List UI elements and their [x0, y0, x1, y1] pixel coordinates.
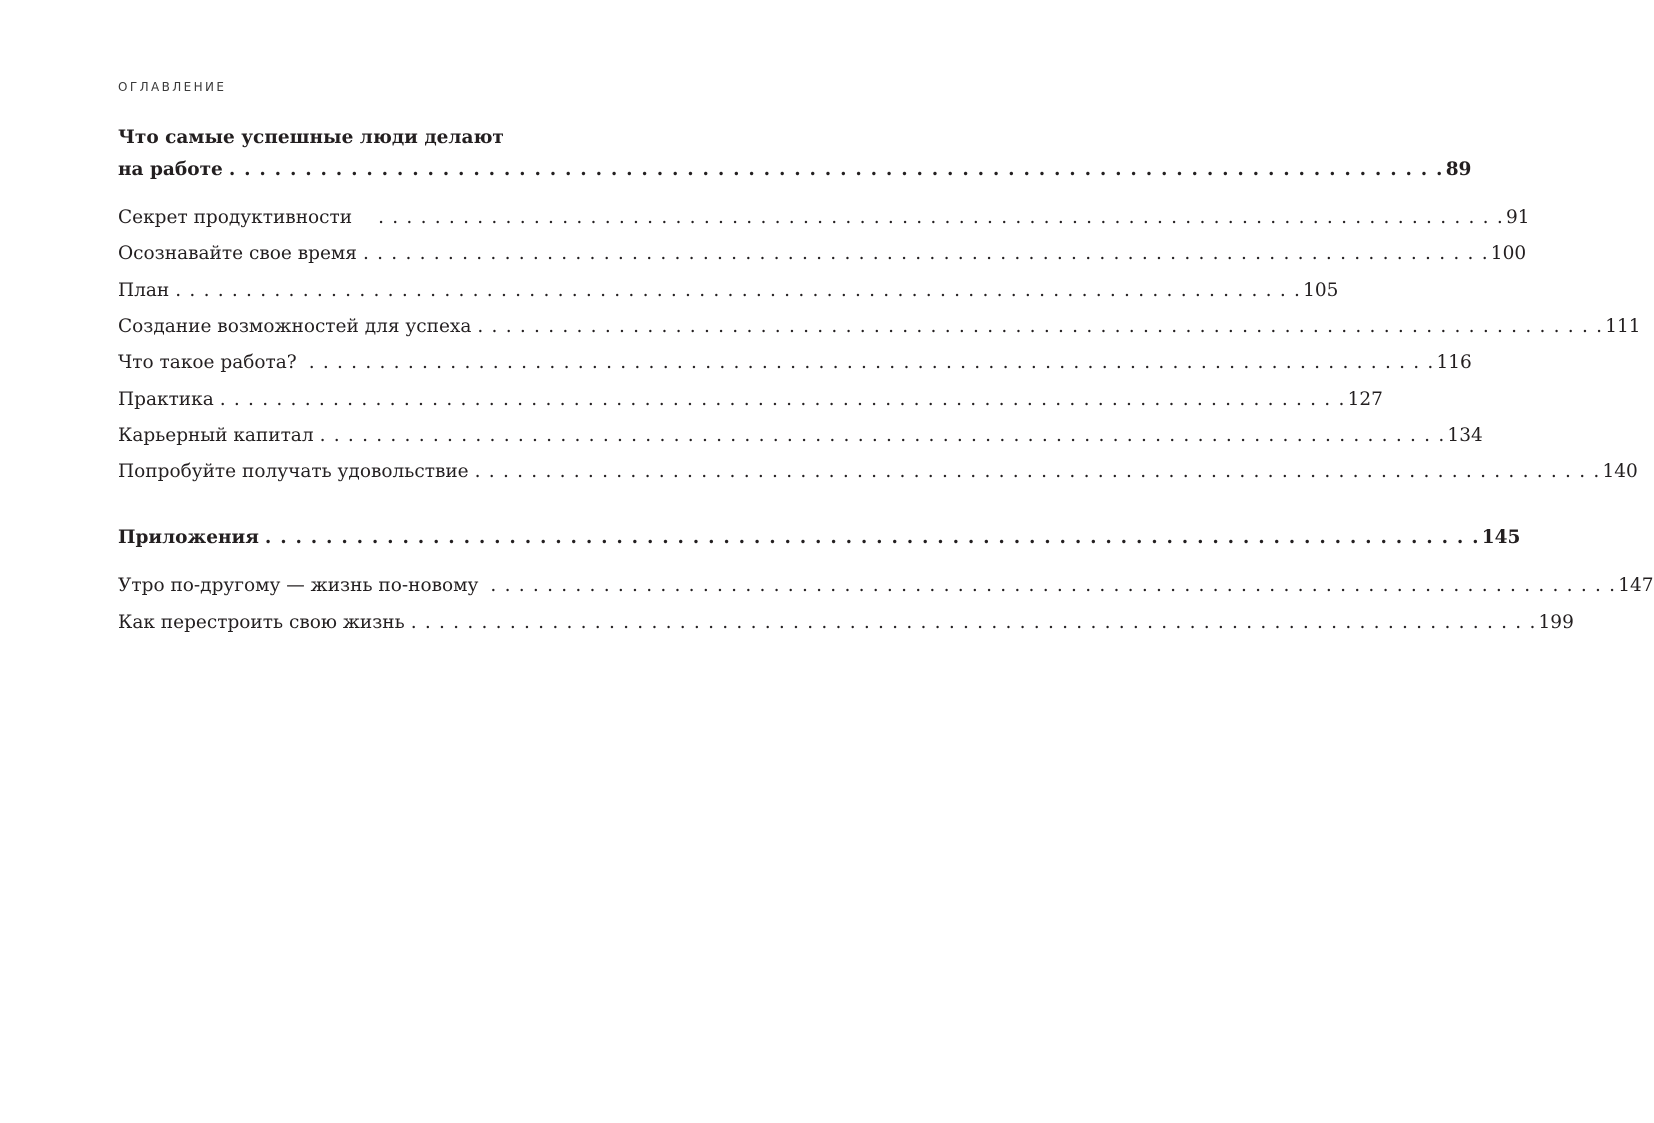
page-number: 105 [1303, 280, 1339, 301]
section-heading-entry[interactable] [118, 157, 1472, 183]
section-heading-entry[interactable] [118, 525, 1521, 551]
entry-title: Попробуйте получать удовольствие [118, 461, 469, 482]
dot-leader: . . . . . . . . . . . . . . . . . . . . . . . . . . . . . . . . . . . . . . . . . . . . . . . . . . . . . . . . . . . . . . . . . . . . . . . . . . . . . . . . [319, 425, 1446, 446]
section-heading: Приложения [118, 527, 259, 548]
page-number: 134 [1447, 425, 1483, 446]
toc-entry[interactable] [118, 610, 1574, 636]
dot-leader: . . . . . . . . . . . . . . . . . . . . . . . . . . . . . . . . . . . . . . . . . . . . . . . . . . . . . . . . . . . . . . . . . . . . . . . . . . . . . . . . [378, 207, 1504, 228]
page-number: 145 [1481, 527, 1521, 548]
entry-title: Практика [118, 389, 214, 410]
toc-entry[interactable] [118, 350, 1472, 376]
page-number: 89 [1445, 159, 1472, 180]
page-number: 147 [1618, 575, 1654, 596]
dot-leader: . . . . . . . . . . . . . . . . . . . . . . . . . . . . . . . . . . . . . . . . . . . . . . . . . . . . . . . . . . . . . . . . . . . . . . . . . . . . . . . . [308, 352, 1435, 373]
toc-entry[interactable] [118, 387, 1383, 413]
dot-leader: . . . . . . . . . . . . . . . . . . . . . . . . . . . . . . . . . . . . . . . . . . . . . . . . . . . . . . . . . . . . . . . . . . . . . . . . . . . . . . . . [264, 527, 1480, 548]
toc-entry[interactable] [118, 423, 1483, 449]
toc-entry[interactable] [118, 573, 1654, 599]
dot-leader: . . . . . . . . . . . . . . . . . . . . . . . . . . . . . . . . . . . . . . . . . . . . . . . . . . . . . . . . . . . . . . . . . . . . . . . . . . . . . . . . [228, 159, 1444, 180]
entry-title: План [118, 280, 170, 301]
dot-leader: . . . . . . . . . . . . . . . . . . . . . . . . . . . . . . . . . . . . . . . . . . . . . . . . . . . . . . . . . . . . . . . . . . . . . . . . . . . . . . . . [474, 461, 1601, 482]
entry-title: Секрет продуктивности [118, 207, 353, 228]
page-number: 116 [1436, 352, 1472, 373]
toc-entry[interactable] [118, 314, 1641, 340]
page-number: 111 [1605, 316, 1641, 337]
dot-leader: . . . . . . . . . . . . . . . . . . . . . . . . . . . . . . . . . . . . . . . . . . . . . . . . . . . . . . . . . . . . . . . . . . . . . . . . . . . . . . . . [410, 612, 1537, 633]
dot-leader: . . . . . . . . . . . . . . . . . . . . . . . . . . . . . . . . . . . . . . . . . . . . . . . . . . . . . . . . . . . . . . . . . . . . . . . . . . . . . . . . [362, 243, 1489, 264]
toc-entry[interactable] [118, 459, 1638, 485]
page-number: 127 [1347, 389, 1383, 410]
dot-leader: . . . . . . . . . . . . . . . . . . . . . . . . . . . . . . . . . . . . . . . . . . . . . . . . . . . . . . . . . . . . . . . . . . . . . . . . . . . . . . . . [490, 575, 1617, 596]
entry-title: Что такое работа? [118, 352, 297, 373]
section-heading-line-1: Что самые успешные люди делают [118, 127, 504, 148]
entry-title: Карьерный капитал [118, 425, 314, 446]
running-head: ОГЛАВЛЕНИЕ [118, 80, 227, 94]
toc-entry[interactable] [118, 205, 1530, 231]
section-heading-line-2: на работе [118, 159, 223, 180]
entry-title: Создание возможностей для успеха [118, 316, 472, 337]
entry-title: Утро по-другому — жизнь по-новому [118, 575, 479, 596]
toc-entry[interactable] [118, 241, 1527, 267]
page-number: 91 [1505, 207, 1530, 228]
page-number: 100 [1490, 243, 1527, 264]
entry-title: Осознавайте свое время [118, 243, 357, 264]
dot-leader: . . . . . . . . . . . . . . . . . . . . . . . . . . . . . . . . . . . . . . . . . . . . . . . . . . . . . . . . . . . . . . . . . . . . . . . . . . . . . . . . [219, 389, 1346, 410]
page-number: 140 [1602, 461, 1638, 482]
toc-entry[interactable] [118, 278, 1339, 304]
dot-leader: . . . . . . . . . . . . . . . . . . . . . . . . . . . . . . . . . . . . . . . . . . . . . . . . . . . . . . . . . . . . . . . . . . . . . . . . . . . . . . . . [175, 280, 1302, 301]
page-number: 199 [1538, 612, 1574, 633]
entry-title: Как перестроить свою жизнь [118, 612, 405, 633]
dot-leader: . . . . . . . . . . . . . . . . . . . . . . . . . . . . . . . . . . . . . . . . . . . . . . . . . . . . . . . . . . . . . . . . . . . . . . . . . . . . . . . . [477, 316, 1604, 337]
